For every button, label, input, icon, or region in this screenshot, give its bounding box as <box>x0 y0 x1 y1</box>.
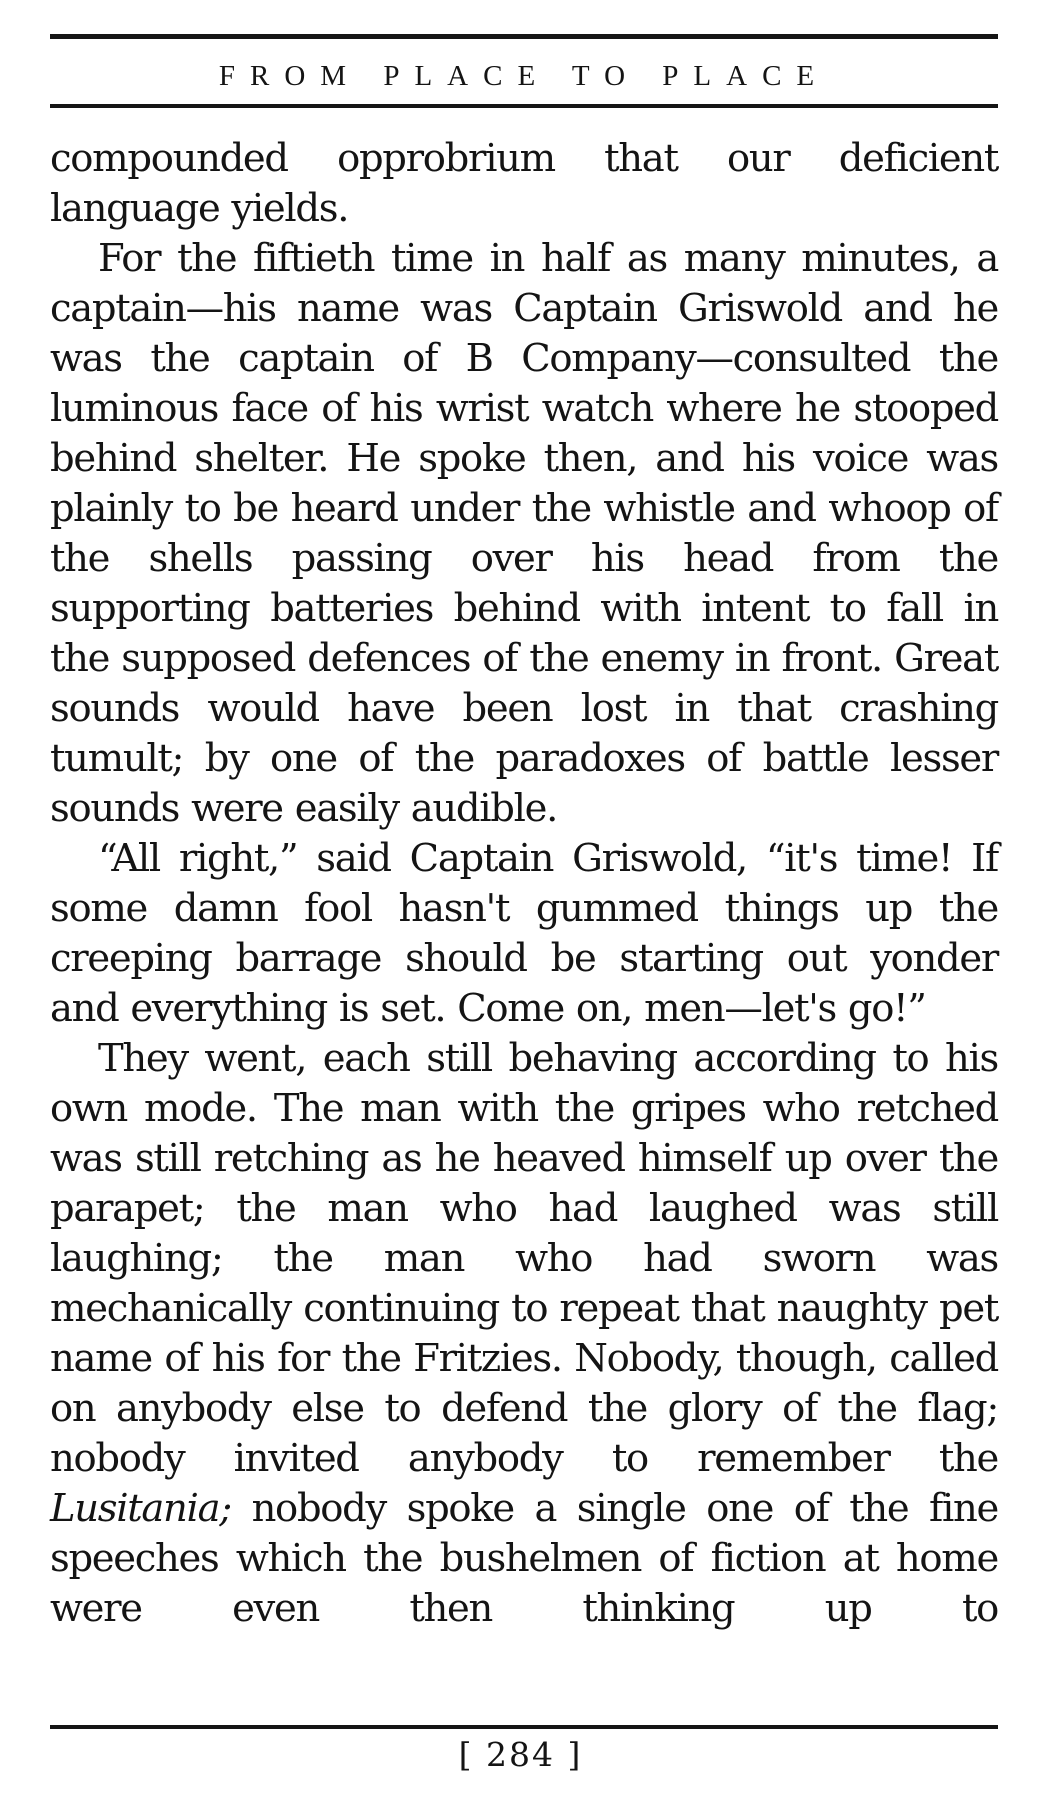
page-number: [ 284 ] <box>458 1735 583 1774</box>
paragraph-text-start: They went, each still behaving according to his own mode. The man with the gripes who retched was still retching as he heaved himself up over the parapet; the man who had laughed was still laughing; the man who had sworn was mechanically continuing to repeat that naughty pet name of his for the Fritzies. Nobody, though, called on anybody else to defend the glory of the flag; nobody invited anybody to remember the <box>50 1036 998 1481</box>
footer-rule <box>50 1725 998 1729</box>
paragraph-captain: For the fiftieth time in half as many minutes, a captain—his name was Captain Griswold and he was the captain of B Company—consulted the luminous face of his wrist watch where he stooped behind shelter. He spoke then, and his voice was plainly to be heard under the whistle and whoop of the shells passing over his head from the supporting batteries behind with intent to fall in the supposed defences of the enemy in front. Great sounds would have been lost in that crashing tumult; by one of the paradoxes of battle lesser sounds were easily audible. <box>50 236 998 831</box>
paragraph-they-went <box>50 1034 998 1634</box>
italic-title: Lusitania; <box>50 1486 231 1531</box>
body-text <box>50 134 998 1634</box>
paragraph-quote: “All right,” said Captain Griswold, “it's time! If some damn fool hasn't gummed things up the creeping barrage should be starting out yonder and everything is set. Come on, men—let's go!” <box>50 836 998 1031</box>
paragraph-text-end: nobody spoke a single one of the fine speeches which the bushelmen of fiction at home were even then thinking up to <box>50 1486 998 1631</box>
paragraph-continued: compounded opprobrium that our deficient language yields. <box>50 136 998 231</box>
running-head: FROM PLACE TO PLACE <box>218 60 830 92</box>
header-rule <box>50 104 998 108</box>
top-rule <box>50 34 998 39</box>
